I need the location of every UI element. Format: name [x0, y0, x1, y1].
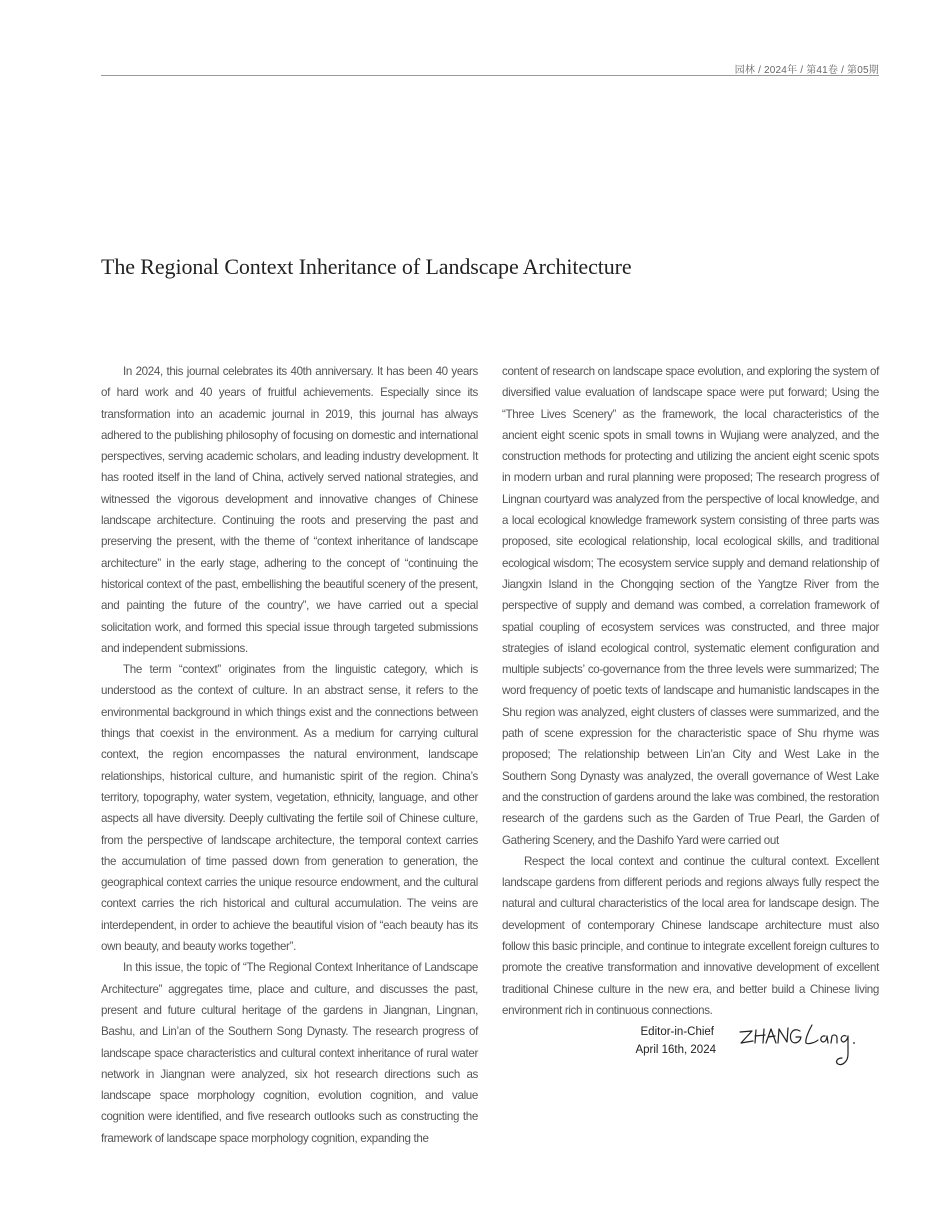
right-column — [502, 361, 879, 1021]
signature-block — [620, 1022, 860, 1078]
running-head: 园林 / 2024年 / 第41卷 / 第05期 — [734, 65, 879, 76]
signature-date: April 16th, 2024 — [635, 1044, 716, 1056]
paragraph: The term “context” originates from the linguistic category, which is understood as the context of culture. In an abstract sense, it refers to the environmental background in which things exist and the connections between things that coexist in the environment. As a medium for carrying cultural context, the region encompasses the natural environment, landscape relationships, historical culture, and humanistic spirit of the region. China’s territory, topography, water system, vegetation, ethnicity, language, and other aspects all have diversity. Deeply cultivating the fertile soil of Chinese culture, from the perspective of landscape architecture, the temporal context carries the accumulation of time passed down from generation to generation, the geographical context carries the unique resource endowment, and the cultural context carries the rich historical and cultural accumulation. The veins are interdependent, in order to achieve the beautiful vision of “each beauty has its own beauty, and beauty works together”. — [101, 663, 478, 954]
paragraph: In 2024, this journal celebrates its 40th anniversary. It has been 40 years of hard work and 40 years of fruitful achievements. Especially since its transformation into an academic journal in 2019, this journal has always adhered to the publishing philosophy of focusing on domestic and international perspectives, serving academic scholars, and leading industry development. It has rooted itself in the land of China, actively served national strategies, and witnessed the vigorous development and innovative changes of Chinese landscape architecture. Continuing the roots and preserving the past and preserving the present, with the theme of “context inheritance of landscape architecture” in the early stage, adhering to the concept of “continuing the historical context of the past, embellishing the beautiful scenery of the present, and painting the future of the country”, we have carried out a special solicitation work, and formed this special issue through targeted submissions and independent submissions. — [101, 365, 478, 655]
paragraph: In this issue, the topic of “The Regional Context Inheritance of Landscape Architecture” aggregates time, place and culture, and discusses the past, present and future cultural heritage of the gardens in Jiangnan, Lingnan, Bashu, and Lin’an of the Southern Song Dynasty. The research progress of landscape space characteristics and cultural context inheritance of rural water network in Jiangnan were analyzed, six hot research directions such as landscape space morphology cognition, evolution cognition, and value cognition were identified, and five research outlooks such as constructing the framework of landscape space morphology cognition, expanding the — [101, 961, 478, 1145]
paragraph: Respect the local context and continue the cultural context. Excellent landscape gardens from different periods and regions always fully respect the natural and cultural characteristics of the local area for landscape design. The development of contemporary Chinese landscape architecture must also follow this basic principle, and continue to integrate excellent foreign cultures to promote the creative transformation and innovative development of excellent traditional Chinese culture in the new era, and better build a Chinese living environment rich in continuous connections. — [502, 854, 879, 1017]
paragraph-continued: content of research on landscape space evolution, and exploring the system of diversified value evaluation of landscape space were put forward; Using the “Three Lives Scenery” as the framework, the local characteristics of the ancient eight scenic spots in small towns in Wujiang were analyzed, and the construction methods for protecting and utilizing the ancient eight scenic spots in modern urban and rural planning were proposed; The research progress of Lingnan courtyard was analyzed from the perspective of local knowledge, and a local ecological knowledge framework system consisting of three parts was proposed, site ecological relationship, local ecological skills, and traditional ecological wisdom; The ecosystem service supply and demand relationship of Jiangxin Island in the Chongqing section of the Yangtze River from the perspective of supply and demand was combed, a correlation framework of spatial coupling of ecosystem services was constructed, and three major strategies of island ecological control, systematic element configuration and multiple subjects’ co-governance from the three levels were summarized; The word frequency of poetic texts of landscape and humanistic landscapes in the Shu region was analyzed, eight clusters of classes were summarized, and the path of scene expression for the characteristic space of Shu rhyme was proposed; The relationship between Lin’an City and West Lake in the Southern Song Dynasty was analyzed, the overall governance of West Lake and the construction of gardens around the lake was combined, the restoration research of the gardens such as the Garden of True Pearl, the Garden of Gathering Scenery, and the Dashifo Yard were carried out — [502, 365, 879, 847]
header-rule — [101, 75, 879, 76]
handwritten-signature — [738, 1022, 860, 1074]
editor-role: Editor-in-Chief — [640, 1026, 714, 1038]
left-column — [101, 361, 478, 1149]
article-title: The Regional Context Inheritance of Landscape Architecture — [101, 254, 632, 279]
